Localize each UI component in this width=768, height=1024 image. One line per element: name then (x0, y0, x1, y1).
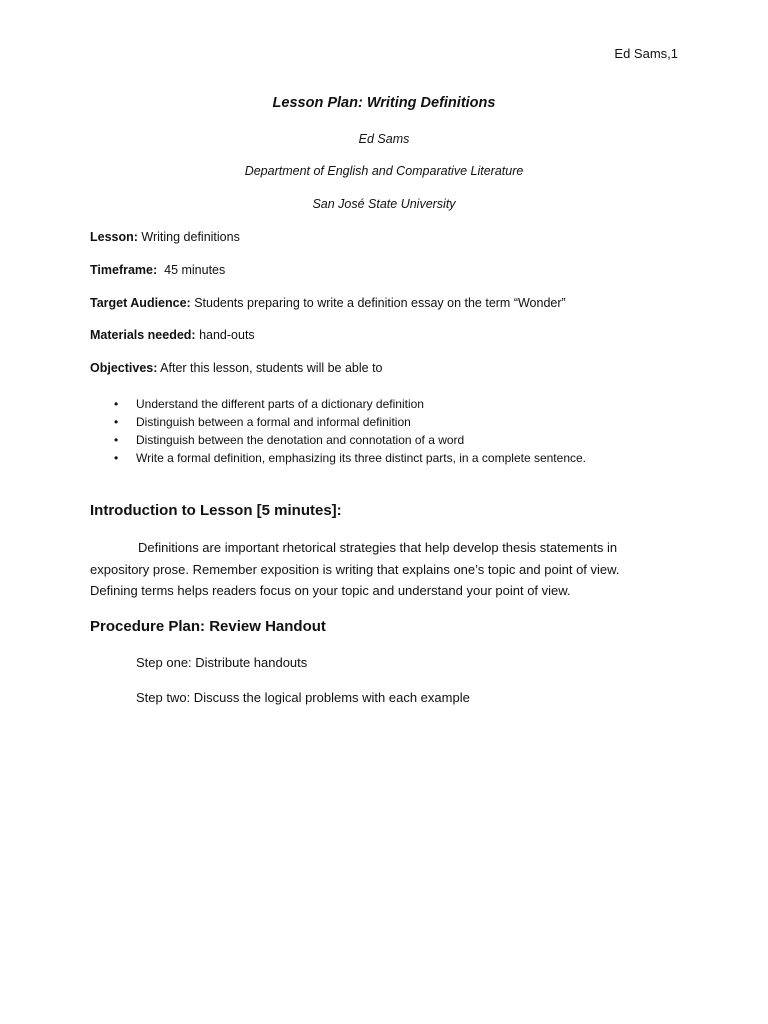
title-prefix: Lesson Plan (272, 95, 358, 111)
list-item-text: Distinguish between a formal and informal definition (136, 415, 411, 429)
list-item-text: Understand the different parts of a dictionary definition (136, 397, 424, 411)
field-timeframe (90, 263, 225, 277)
list-item-text: Write a formal definition, emphasizing its three distinct parts, in a complete sentence. (136, 451, 586, 465)
field-objectives (90, 361, 383, 375)
title-rest: Writing Definitions (362, 95, 496, 111)
field-materials-value: hand-outs (195, 328, 255, 342)
field-audience-value: Students preparing to write a definition essay on the term “Wonder” (190, 296, 566, 310)
university-name: San José State University (312, 197, 456, 211)
list-item (90, 431, 586, 449)
procedure-step-one: Step one: Distribute handouts (136, 655, 308, 670)
field-audience (90, 296, 566, 310)
paragraph-line: Definitions are important rhetorical strategies that help develop thesis statements in (138, 540, 618, 555)
bullet-icon: • (114, 397, 119, 411)
field-lesson (90, 230, 240, 244)
field-objectives-label: Objectives: (90, 361, 158, 375)
field-materials (90, 328, 255, 342)
bullet-icon: • (114, 415, 119, 429)
introduction-paragraph (90, 537, 670, 602)
objectives-list (90, 395, 586, 467)
paragraph-line: expository prose. Remember exposition is writing that explains one’s topic and point of view. (90, 561, 620, 577)
introduction-heading: Introduction to Lesson [5 minutes]: (90, 502, 342, 519)
list-item (90, 395, 586, 413)
field-timeframe-value: 45 minutes (157, 263, 226, 277)
procedure-step-two: Step two: Discuss the logical problems with each example (136, 690, 470, 705)
list-item (90, 413, 586, 431)
field-audience-label: Target Audience: (90, 296, 191, 310)
bullet-icon: • (114, 433, 119, 447)
field-lesson-value: Writing definitions (137, 230, 240, 244)
bullet-icon: • (114, 451, 119, 465)
procedure-heading: Procedure Plan: Review Handout (90, 618, 326, 635)
field-lesson-label: Lesson: (90, 230, 138, 244)
field-timeframe-label: Timeframe: (90, 263, 158, 277)
list-item-text: Distinguish between the denotation and connotation of a word (136, 433, 465, 447)
paragraph-line: Defining terms helps readers focus on your topic and understand your point of view. (90, 583, 571, 598)
department-name: Department of English and Comparative Literature (244, 164, 524, 178)
document-title (0, 95, 768, 111)
page-header-number: Ed Sams,1 (614, 46, 678, 61)
field-materials-label: Materials needed: (90, 328, 196, 342)
field-objectives-value: After this lesson, students will be able to (157, 361, 383, 375)
list-item (90, 449, 586, 467)
author-name: Ed Sams (358, 132, 410, 146)
title-colon: : (357, 95, 363, 111)
